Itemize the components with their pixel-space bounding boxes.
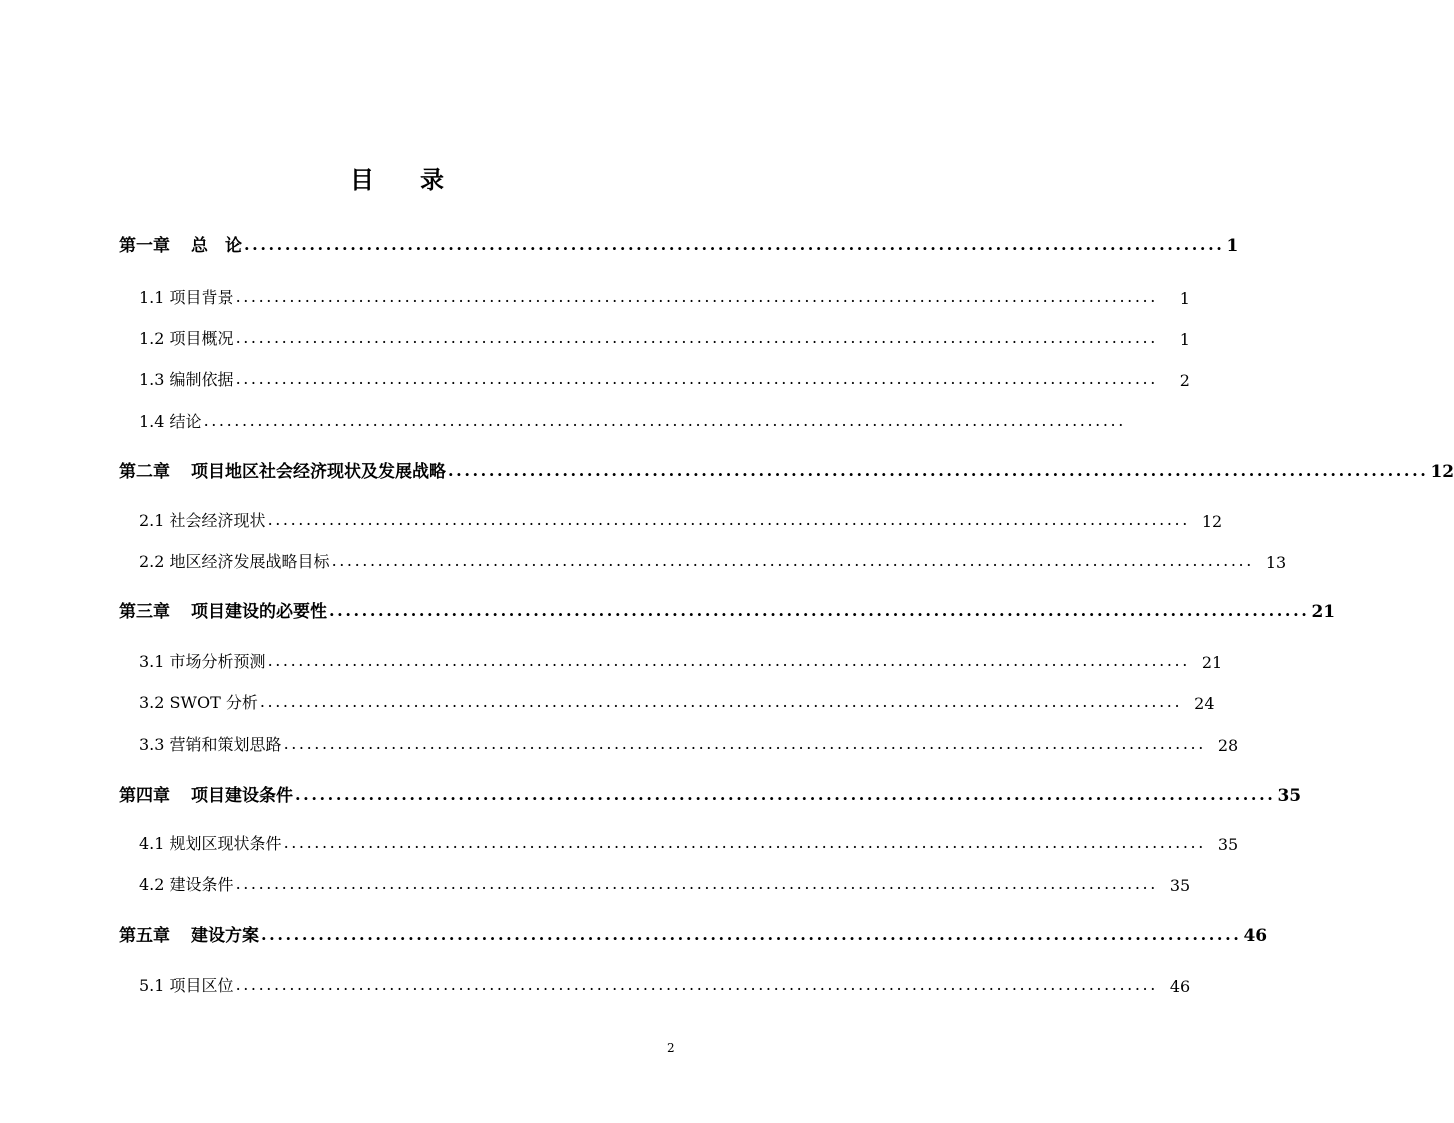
- toc-dot-leader: ........................................................................................................................: [267, 651, 1190, 670]
- toc-section-entry[interactable]: [139, 408, 1126, 432]
- toc-chapter-entry[interactable]: [119, 782, 1302, 806]
- toc-entry-number: 4.2: [139, 875, 165, 894]
- toc-entry-number: 第五章: [119, 926, 170, 946]
- toc-entry-label: [139, 732, 282, 755]
- toc-entry-page: 1: [1179, 330, 1190, 349]
- toc-entry-text: 建设条件: [169, 875, 234, 894]
- page-title: [0, 160, 794, 195]
- toc-entry-number: 3.1: [139, 652, 165, 671]
- toc-dot-leader: ........................................................................................................................: [283, 833, 1206, 852]
- toc-entry-number: 3.3: [139, 735, 165, 754]
- toc-entry-number: 5.1: [139, 976, 165, 995]
- toc-entry-page: 2: [1179, 371, 1190, 390]
- toc-entry-text: SWOT 分析: [169, 693, 258, 712]
- toc-entry-label: [139, 326, 234, 349]
- toc-entry-label: [139, 973, 234, 996]
- toc-dot-leader: ........................................................................................................................: [267, 510, 1190, 529]
- toc-entry-number: 第三章: [119, 602, 170, 622]
- toc-section-entry[interactable]: [139, 689, 1215, 713]
- toc-section-entry[interactable]: [139, 731, 1239, 755]
- toc-dot-leader: ........................................................................................................................: [329, 601, 1310, 620]
- toc-entry-number: 1.1: [139, 288, 165, 307]
- toc-entry-text: 总 论: [191, 236, 242, 256]
- toc-entry-text: 项目建设的必要性: [191, 602, 327, 622]
- toc-entry-label: [139, 285, 234, 308]
- toc-entry-number: 第四章: [119, 786, 170, 806]
- toc-entry-page: 21: [1201, 653, 1223, 672]
- toc-entry-page: 35: [1217, 835, 1239, 854]
- toc-entry-number: 1.2: [139, 329, 165, 348]
- toc-entry-page: 35: [1277, 786, 1302, 806]
- toc-entry-text: 地区经济发展战略目标: [169, 552, 330, 571]
- toc-entry-text: 社会经济现状: [169, 511, 266, 530]
- toc-entry-text: 结论: [169, 412, 202, 431]
- toc-entry-text: 编制依据: [169, 370, 234, 389]
- toc-dot-leader: ........................................................................................................................: [235, 874, 1158, 893]
- toc-entry-page: 46: [1169, 977, 1191, 996]
- toc-entry-number: 第二章: [119, 462, 170, 482]
- toc-entry-text: 项目建设条件: [191, 786, 293, 806]
- toc-section-entry[interactable]: [139, 871, 1191, 895]
- toc-chapter-entry[interactable]: [119, 458, 1454, 482]
- toc-chapter-entry[interactable]: [119, 922, 1268, 946]
- toc-dot-leader: ........................................................................................................................: [259, 692, 1183, 711]
- toc-entry-text: 项目背景: [169, 288, 234, 307]
- toc-section-entry[interactable]: [139, 972, 1191, 996]
- toc-entry-page: 28: [1217, 736, 1239, 755]
- toc-entry-text: 市场分析预测: [169, 652, 266, 671]
- toc-entry-label: [119, 781, 293, 806]
- toc-entry-text: 规划区现状条件: [169, 834, 282, 853]
- toc-dot-leader: ........................................................................................................................: [235, 287, 1158, 306]
- toc-entry-page: 24: [1194, 694, 1215, 713]
- toc-entry-page: 12: [1430, 462, 1454, 482]
- toc-dot-leader: ........................................................................................................................: [235, 328, 1158, 347]
- toc-dot-leader: ........................................................................................................................: [203, 411, 1126, 430]
- toc-chapter-entry[interactable]: [119, 232, 1239, 256]
- toc-entry-number: 2.1: [139, 511, 165, 530]
- toc-entry-text: 项目地区社会经济现状及发展战略: [191, 462, 446, 482]
- toc-entry-number: 1.4: [139, 412, 165, 431]
- toc-entry-label: [139, 508, 266, 531]
- toc-entry-label: [119, 457, 446, 482]
- toc-dot-leader: ........................................................................................................................: [244, 235, 1225, 254]
- toc-entry-label: [139, 872, 234, 895]
- toc-entry-page: 12: [1201, 512, 1223, 531]
- toc-entry-label: [139, 409, 202, 432]
- toc-dot-leader: ........................................................................................................................: [235, 975, 1158, 994]
- toc-dot-leader: ........................................................................................................................: [235, 369, 1158, 388]
- toc-entry-label: [139, 831, 282, 854]
- toc-entry-page: 35: [1169, 876, 1191, 895]
- toc-dot-leader: ........................................................................................................................: [331, 551, 1254, 570]
- toc-dot-leader: ........................................................................................................................: [448, 461, 1429, 480]
- toc-entry-label: [139, 549, 330, 572]
- toc-dot-leader: ........................................................................................................................: [261, 925, 1242, 944]
- toc-entry-text: 项目区位: [169, 976, 234, 995]
- toc-entry-text: 项目概况: [169, 329, 234, 348]
- toc-entry-number: 4.1: [139, 834, 165, 853]
- toc-dot-leader: ........................................................................................................................: [283, 734, 1206, 753]
- toc-entry-number: 1.3: [139, 370, 165, 389]
- toc-entry-text: 营销和策划思路: [169, 735, 282, 754]
- toc-entry-number: 3.2: [139, 693, 165, 712]
- toc-section-entry[interactable]: [139, 648, 1223, 672]
- title-char-1: 目: [350, 165, 374, 194]
- toc-entry-number: 第一章: [119, 236, 170, 256]
- toc-section-entry[interactable]: [139, 548, 1287, 572]
- page-number: 2: [667, 1041, 675, 1055]
- toc-entry-label: [119, 597, 327, 622]
- toc-dot-leader: ........................................................................................................................: [295, 785, 1276, 804]
- title-char-2: 录: [420, 165, 444, 194]
- toc-entry-label: [139, 649, 266, 672]
- toc-chapter-entry[interactable]: [119, 598, 1336, 622]
- toc-entry-page: 46: [1243, 926, 1268, 946]
- toc-entry-label: [119, 921, 259, 946]
- toc-entry-text: 建设方案: [191, 926, 259, 946]
- toc-entry-page: 1: [1226, 236, 1239, 256]
- toc-section-entry[interactable]: [139, 830, 1239, 854]
- toc-entry-number: 2.2: [139, 552, 165, 571]
- toc-section-entry[interactable]: [139, 507, 1223, 531]
- toc-section-entry[interactable]: [139, 366, 1190, 390]
- toc-entry-page: 13: [1265, 553, 1287, 572]
- toc-entry-page: 21: [1311, 602, 1336, 622]
- toc-entry-label: [119, 231, 242, 256]
- toc-entry-page: 1: [1179, 289, 1190, 308]
- toc-section-entry[interactable]: [139, 325, 1190, 349]
- toc-entry-label: [139, 367, 234, 390]
- toc-section-entry[interactable]: [139, 284, 1190, 308]
- toc-entry-label: [139, 690, 258, 713]
